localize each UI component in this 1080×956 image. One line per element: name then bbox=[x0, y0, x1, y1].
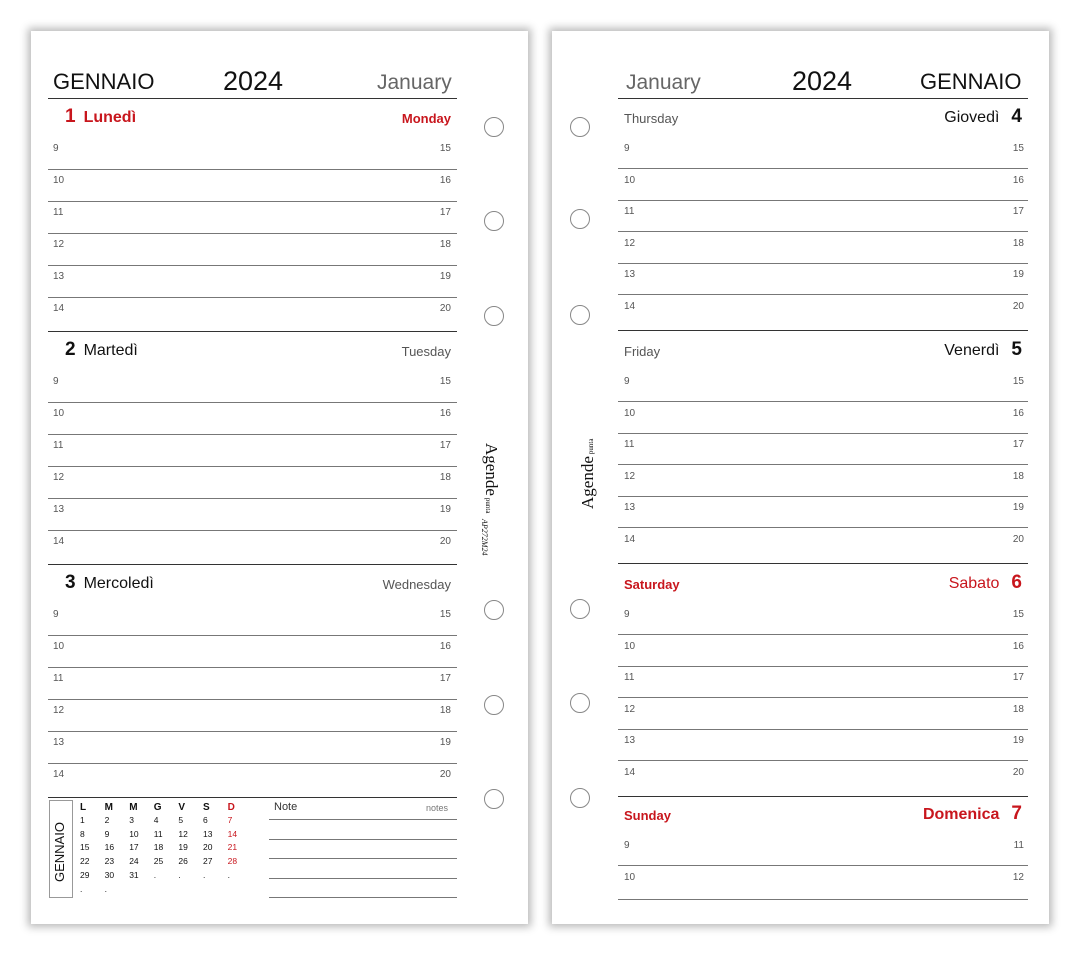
hour-line[interactable] bbox=[618, 899, 1028, 900]
hour-label: 14 bbox=[53, 303, 65, 314]
hour-line[interactable] bbox=[618, 464, 1028, 465]
mini-calendar-day[interactable]: 14 bbox=[227, 828, 238, 839]
notes-label-en: notes bbox=[426, 803, 449, 813]
hour-label: 18 bbox=[439, 472, 451, 483]
day-number: 3 bbox=[65, 572, 76, 593]
hour-label: 13 bbox=[624, 735, 636, 746]
hour-label: 17 bbox=[1012, 206, 1024, 217]
binder-hole bbox=[484, 117, 504, 137]
mini-calendar-day[interactable]: 29 bbox=[80, 869, 90, 880]
mini-calendar-day[interactable]: 16 bbox=[104, 842, 115, 853]
mini-calendar-day[interactable]: . bbox=[227, 869, 230, 880]
hour-line[interactable] bbox=[48, 763, 457, 764]
hour-line[interactable] bbox=[618, 263, 1028, 264]
hour-label: 18 bbox=[1012, 237, 1024, 249]
header-rule bbox=[48, 98, 457, 99]
hour-label: 11 bbox=[624, 206, 635, 217]
hour-label: 13 bbox=[53, 504, 65, 515]
mini-calendar-day[interactable]: 15 bbox=[80, 842, 90, 853]
hour-label: 11 bbox=[624, 672, 635, 683]
hour-label: 16 bbox=[1012, 174, 1024, 186]
day-number: 1 bbox=[65, 106, 76, 127]
hour-line[interactable] bbox=[48, 635, 457, 636]
day-name-it: Domenica bbox=[922, 806, 1000, 823]
binder-hole bbox=[570, 693, 590, 713]
day-name-it: Venerdì bbox=[944, 342, 1000, 359]
hour-label: 9 bbox=[624, 376, 630, 387]
note-line[interactable] bbox=[269, 858, 457, 859]
hour-label: 13 bbox=[53, 737, 65, 748]
hour-line[interactable] bbox=[48, 233, 457, 234]
day-name-en: Sunday bbox=[624, 808, 671, 823]
mini-calendar-day[interactable]: . bbox=[178, 869, 181, 880]
binder-hole bbox=[484, 600, 504, 620]
hour-label: 9 bbox=[624, 609, 630, 620]
mini-calendar-day[interactable]: 2 bbox=[104, 815, 110, 825]
mini-calendar-day[interactable]: 23 bbox=[104, 856, 115, 867]
day-separator bbox=[618, 796, 1028, 797]
hour-label: 17 bbox=[439, 440, 451, 451]
day-heading-1 bbox=[65, 106, 136, 128]
day-number: 4 bbox=[1011, 106, 1022, 127]
note-line[interactable] bbox=[269, 839, 457, 840]
hour-label: 11 bbox=[624, 439, 635, 450]
hour-label: 16 bbox=[439, 641, 451, 652]
hour-label: 13 bbox=[624, 269, 636, 280]
hour-label: 20 bbox=[439, 769, 451, 780]
day-heading-3 bbox=[65, 572, 154, 594]
hour-line[interactable] bbox=[618, 200, 1028, 201]
hour-label: 20 bbox=[439, 303, 451, 314]
hour-line[interactable] bbox=[618, 527, 1028, 528]
mini-calendar-day[interactable]: 25 bbox=[153, 856, 164, 867]
notes-label-it: Note bbox=[274, 801, 298, 813]
hour-label: 20 bbox=[1012, 300, 1024, 312]
day-separator bbox=[48, 564, 457, 565]
mini-calendar-day[interactable]: 13 bbox=[203, 828, 213, 839]
hour-label: 19 bbox=[439, 271, 451, 282]
planner-page-left bbox=[31, 31, 528, 924]
mini-calendar-weekday: M bbox=[129, 802, 138, 813]
hour-label: 11 bbox=[53, 673, 64, 684]
day-heading-6 bbox=[949, 572, 1022, 594]
mini-calendar-day[interactable]: 12 bbox=[178, 828, 188, 839]
hour-label: 18 bbox=[439, 705, 451, 716]
hour-label: 10 bbox=[624, 640, 636, 652]
hour-label: 12 bbox=[624, 470, 636, 482]
hour-label: 9 bbox=[53, 376, 59, 387]
day-number: 2 bbox=[65, 339, 76, 360]
hour-label: 20 bbox=[1012, 766, 1024, 778]
day-name-en: Tuesday bbox=[401, 344, 451, 359]
mini-calendar-day[interactable]: . bbox=[203, 869, 206, 880]
mini-calendar-day[interactable]: 6 bbox=[203, 815, 208, 825]
hour-label: 15 bbox=[1012, 143, 1024, 154]
mini-calendar-day[interactable]: 17 bbox=[129, 842, 139, 853]
hour-label: 14 bbox=[624, 300, 636, 312]
hour-label: 19 bbox=[439, 737, 451, 748]
hour-label: 17 bbox=[1012, 439, 1024, 450]
day-name-en: Friday bbox=[624, 344, 661, 359]
mini-calendar-day[interactable]: 11 bbox=[153, 828, 163, 839]
month-title-en: January bbox=[377, 71, 452, 94]
mini-calendar-weekday: M bbox=[104, 802, 113, 813]
mini-calendar-month: GENNAIO bbox=[52, 822, 67, 882]
day-name-it: Lunedì bbox=[83, 109, 137, 126]
hour-line[interactable] bbox=[618, 697, 1028, 698]
binder-hole bbox=[570, 209, 590, 229]
mini-calendar-day[interactable]: 21 bbox=[227, 842, 238, 853]
mini-calendar-day[interactable]: 18 bbox=[153, 842, 164, 853]
hour-label: 15 bbox=[439, 376, 451, 387]
hour-line[interactable] bbox=[618, 865, 1028, 866]
hour-label: 9 bbox=[624, 840, 630, 851]
hour-line[interactable] bbox=[618, 231, 1028, 232]
product-code: AP272M24 bbox=[480, 519, 489, 556]
mini-calendar-day[interactable]: . bbox=[153, 869, 157, 880]
hour-label: 18 bbox=[1012, 470, 1024, 482]
mini-calendar-day[interactable]: 30 bbox=[104, 869, 115, 880]
hour-label: 9 bbox=[624, 143, 630, 154]
hour-line[interactable] bbox=[618, 729, 1028, 730]
hour-label: 14 bbox=[624, 766, 636, 778]
month-title-it: GENNAIO bbox=[920, 69, 1022, 94]
day-separator bbox=[48, 797, 457, 798]
mini-calendar-day[interactable]: 9 bbox=[104, 828, 110, 839]
mini-calendar-day[interactable]: 26 bbox=[178, 856, 188, 867]
hour-line[interactable] bbox=[48, 667, 457, 668]
hour-line[interactable] bbox=[48, 201, 457, 202]
hour-label: 17 bbox=[1012, 672, 1024, 683]
day-name-en: Saturday bbox=[624, 577, 680, 592]
hour-label: 18 bbox=[439, 239, 451, 250]
mini-calendar-day[interactable]: . bbox=[80, 883, 83, 894]
hour-line[interactable] bbox=[618, 634, 1028, 635]
brand-logo: Agendepunta bbox=[578, 438, 597, 509]
day-name-it: Sabato bbox=[948, 575, 1000, 592]
hour-label: 12 bbox=[53, 239, 65, 250]
hour-label: 12 bbox=[1012, 871, 1024, 883]
year-title: 2024 bbox=[792, 66, 853, 96]
day-heading-5 bbox=[944, 339, 1022, 361]
day-separator bbox=[48, 331, 457, 332]
hour-line[interactable] bbox=[618, 496, 1028, 497]
mini-calendar-day[interactable]: 5 bbox=[178, 815, 184, 825]
day-separator bbox=[618, 330, 1028, 331]
mini-calendar-weekday: L bbox=[80, 802, 87, 813]
hour-line[interactable] bbox=[48, 402, 457, 403]
day-name-it: Giovedì bbox=[944, 109, 1000, 126]
hour-label: 16 bbox=[439, 408, 451, 419]
mini-calendar-weekday: G bbox=[153, 802, 162, 813]
hour-line[interactable] bbox=[48, 297, 457, 298]
hour-line[interactable] bbox=[618, 401, 1028, 402]
day-name-en: Thursday bbox=[624, 111, 679, 126]
day-name-it: Mercoledì bbox=[83, 575, 154, 592]
hour-label: 9 bbox=[53, 143, 59, 154]
hour-label: 16 bbox=[1012, 640, 1024, 652]
note-line[interactable] bbox=[269, 819, 457, 820]
hour-label: 10 bbox=[624, 871, 636, 883]
hour-label: 18 bbox=[1012, 703, 1024, 715]
hour-line[interactable] bbox=[618, 666, 1028, 667]
mini-calendar-day[interactable]: 4 bbox=[153, 815, 159, 825]
month-title-en: January bbox=[626, 71, 701, 94]
month-title-it: GENNAIO bbox=[53, 69, 155, 94]
mini-calendar-weekday: V bbox=[178, 802, 186, 813]
hour-line[interactable] bbox=[48, 169, 457, 170]
hour-label: 12 bbox=[53, 472, 65, 483]
day-name-it: Martedì bbox=[83, 342, 138, 359]
hour-line[interactable] bbox=[48, 699, 457, 700]
hour-label: 13 bbox=[53, 271, 65, 282]
hour-label: 17 bbox=[439, 207, 451, 218]
header-rule bbox=[618, 98, 1028, 99]
hour-label: 9 bbox=[53, 609, 59, 620]
hour-label: 15 bbox=[1012, 376, 1024, 387]
mini-calendar-day[interactable]: 8 bbox=[80, 828, 85, 839]
mini-calendar-day[interactable]: 1 bbox=[80, 815, 85, 825]
hour-label: 19 bbox=[1012, 269, 1024, 280]
hour-label: 15 bbox=[439, 609, 451, 620]
hour-line[interactable] bbox=[48, 530, 457, 531]
hour-label: 14 bbox=[624, 533, 636, 545]
hour-label: 14 bbox=[53, 769, 65, 780]
hour-line[interactable] bbox=[48, 434, 457, 435]
day-separator bbox=[618, 563, 1028, 564]
day-heading-4 bbox=[944, 106, 1022, 128]
binder-hole bbox=[484, 789, 504, 809]
hour-label: 17 bbox=[439, 673, 451, 684]
hour-line[interactable] bbox=[618, 294, 1028, 295]
hour-label: 20 bbox=[439, 536, 451, 547]
hour-label: 11 bbox=[1013, 840, 1024, 851]
day-heading-7 bbox=[923, 803, 1022, 825]
mini-calendar-day[interactable]: 24 bbox=[129, 856, 139, 867]
binder-hole bbox=[570, 305, 590, 325]
mini-calendar-day[interactable]: 27 bbox=[203, 856, 213, 867]
hour-line[interactable] bbox=[48, 731, 457, 732]
mini-calendar-day[interactable]: 3 bbox=[129, 815, 134, 825]
mini-calendar-weekday: S bbox=[203, 802, 210, 813]
year-title: 2024 bbox=[223, 66, 284, 96]
hour-line[interactable] bbox=[48, 498, 457, 499]
day-number: 7 bbox=[1011, 803, 1022, 824]
day-name-en: Wednesday bbox=[382, 577, 451, 592]
hour-label: 13 bbox=[624, 502, 636, 513]
mini-calendar-day[interactable]: 19 bbox=[178, 842, 188, 853]
hour-label: 15 bbox=[439, 143, 451, 154]
hour-line[interactable] bbox=[48, 466, 457, 467]
hour-label: 19 bbox=[1012, 502, 1024, 513]
mini-calendar-day[interactable]: . bbox=[104, 883, 107, 894]
day-number: 6 bbox=[1011, 572, 1022, 593]
hour-label: 12 bbox=[53, 705, 65, 716]
planner-page-right bbox=[552, 31, 1049, 924]
hour-label: 12 bbox=[624, 237, 636, 249]
mini-calendar-day[interactable]: 28 bbox=[227, 856, 238, 867]
hour-label: 19 bbox=[1012, 735, 1024, 746]
binder-hole bbox=[484, 695, 504, 715]
hour-line[interactable] bbox=[618, 168, 1028, 169]
note-line[interactable] bbox=[269, 878, 457, 879]
mini-calendar-day[interactable]: 22 bbox=[80, 856, 90, 867]
binder-hole bbox=[484, 306, 504, 326]
hour-label: 11 bbox=[53, 440, 64, 451]
hour-line[interactable] bbox=[48, 265, 457, 266]
hour-label: 12 bbox=[624, 703, 636, 715]
day-number: 5 bbox=[1011, 339, 1022, 360]
day-name-en: Monday bbox=[401, 111, 451, 126]
day-heading-2 bbox=[65, 339, 138, 361]
hour-label: 10 bbox=[624, 407, 636, 419]
hour-label: 19 bbox=[439, 504, 451, 515]
mini-calendar-day[interactable]: 31 bbox=[129, 869, 139, 880]
hour-label: 20 bbox=[1012, 533, 1024, 545]
mini-calendar-day[interactable]: 10 bbox=[129, 828, 139, 839]
binder-hole bbox=[484, 211, 504, 231]
mini-calendar-day[interactable]: 20 bbox=[203, 842, 213, 853]
binder-hole bbox=[570, 788, 590, 808]
binder-hole bbox=[570, 599, 590, 619]
hour-label: 16 bbox=[1012, 407, 1024, 419]
mini-calendar-weekday: D bbox=[227, 802, 235, 813]
brand-logo: Agendepunta bbox=[482, 443, 501, 514]
note-line[interactable] bbox=[269, 897, 457, 898]
hour-label: 11 bbox=[53, 207, 64, 218]
binder-hole bbox=[570, 117, 590, 137]
hour-label: 14 bbox=[53, 536, 65, 547]
hour-line[interactable] bbox=[618, 760, 1028, 761]
mini-calendar-day[interactable]: 7 bbox=[227, 815, 233, 825]
hour-label: 10 bbox=[53, 641, 65, 652]
hour-label: 16 bbox=[439, 175, 451, 186]
hour-label: 10 bbox=[53, 175, 65, 186]
hour-label: 10 bbox=[53, 408, 65, 419]
hour-line[interactable] bbox=[618, 433, 1028, 434]
hour-label: 15 bbox=[1012, 609, 1024, 620]
hour-label: 10 bbox=[624, 174, 636, 186]
